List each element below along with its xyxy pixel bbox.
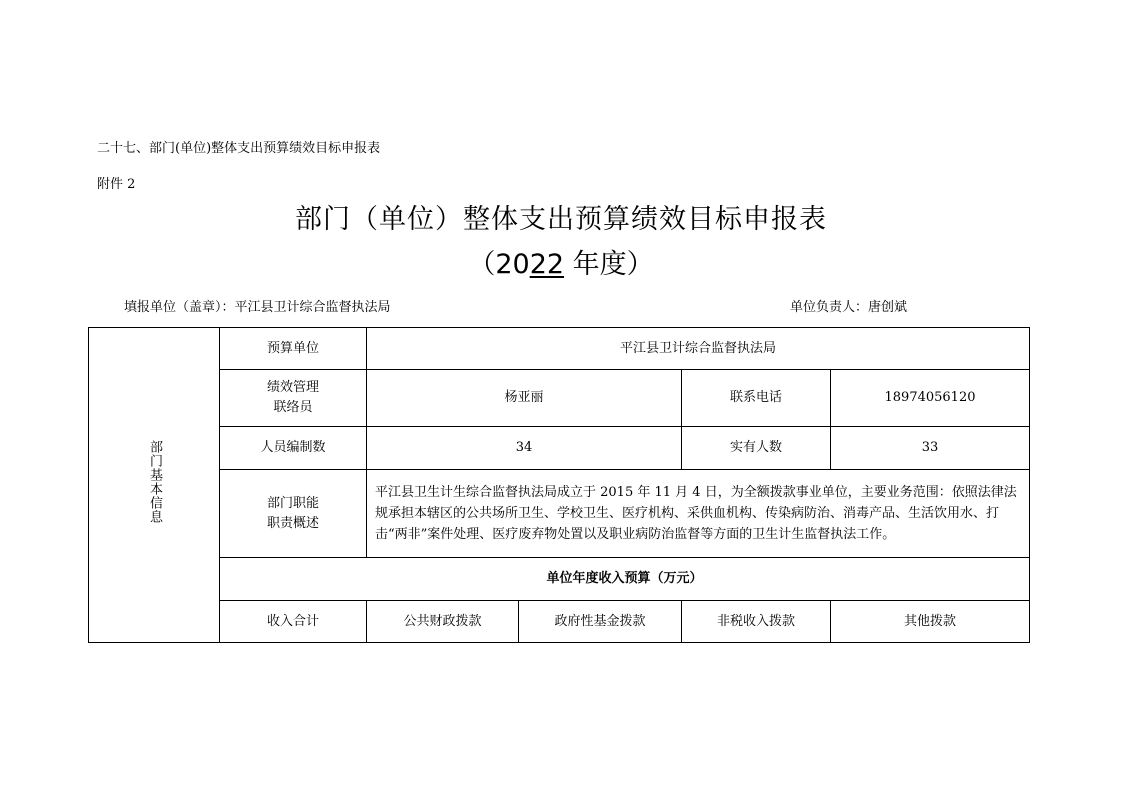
- section-label-cell: [89, 328, 220, 643]
- table-row: [89, 427, 1030, 470]
- income-col-public-finance: 公共财政拨款: [367, 601, 519, 643]
- contact-name: 杨亚丽: [367, 370, 682, 427]
- staff-quota-value: 34: [367, 427, 682, 470]
- table-row: [89, 601, 1030, 643]
- duty-label-line2: 职责概述: [266, 515, 319, 531]
- staff-quota-label: 人员编制数: [220, 427, 367, 470]
- fill-unit: 填报单位（盖章）：平江县卫计综合监督执法局: [124, 300, 391, 315]
- table-row: [89, 558, 1030, 601]
- income-col-total: 收入合计: [220, 601, 367, 643]
- section-label: 部门基本信息: [147, 439, 162, 524]
- budget-unit-label: 预算单位: [220, 328, 367, 370]
- contact-label-cell: [220, 370, 367, 427]
- actual-staff-value: 33: [831, 427, 1030, 470]
- year-underlined: 22: [529, 249, 565, 280]
- budget-unit-value: 平江县卫计综合监督执法局: [367, 328, 1030, 370]
- table-row: [89, 470, 1030, 558]
- contact-label-line1: 绩效管理: [266, 380, 319, 395]
- table-row: [89, 328, 1030, 370]
- phone-value: 18974056120: [831, 370, 1030, 427]
- duty-description: 平江县卫生计生综合监督执法局成立于 2015 年 11 月 4 日，为全额拨款事业单位，主要业务范围：依照法律法规承担本辖区的公共场所卫生、学校卫生、医疗机构、采供血机构、传染病防治、消毒产品、生活饮用水、打击“两非”案件处理、医疗废弃物处置以及职业病防治监督等方面的卫生计生监督执法工作。: [367, 470, 1030, 558]
- header-line: 二十七、部门(单位)整体支出预算绩效目标申报表: [97, 141, 381, 156]
- year-open: （20: [468, 249, 530, 280]
- duty-label-cell: [220, 470, 367, 558]
- year-title: [0, 242, 1122, 281]
- income-col-non-tax: 非税收入拨款: [682, 601, 831, 643]
- unit-leader: 单位负责人：唐创斌: [790, 300, 908, 315]
- phone-label: 联系电话: [682, 370, 831, 427]
- income-budget-title: 单位年度收入预算（万元）: [220, 558, 1030, 601]
- income-col-other: 其他拨款: [831, 601, 1030, 643]
- performance-table: [88, 327, 1030, 643]
- income-col-gov-fund: 政府性基金拨款: [519, 601, 682, 643]
- table-row: [89, 370, 1030, 427]
- attachment-label: 附件 2: [97, 177, 136, 192]
- page-title: 部门（单位）整体支出预算绩效目标申报表: [295, 204, 827, 235]
- actual-staff-label: 实有人数: [682, 427, 831, 470]
- duty-label-line1: 部门职能: [266, 495, 319, 511]
- contact-label-line2: 联络员: [273, 400, 313, 415]
- year-close: 年度）: [564, 249, 654, 280]
